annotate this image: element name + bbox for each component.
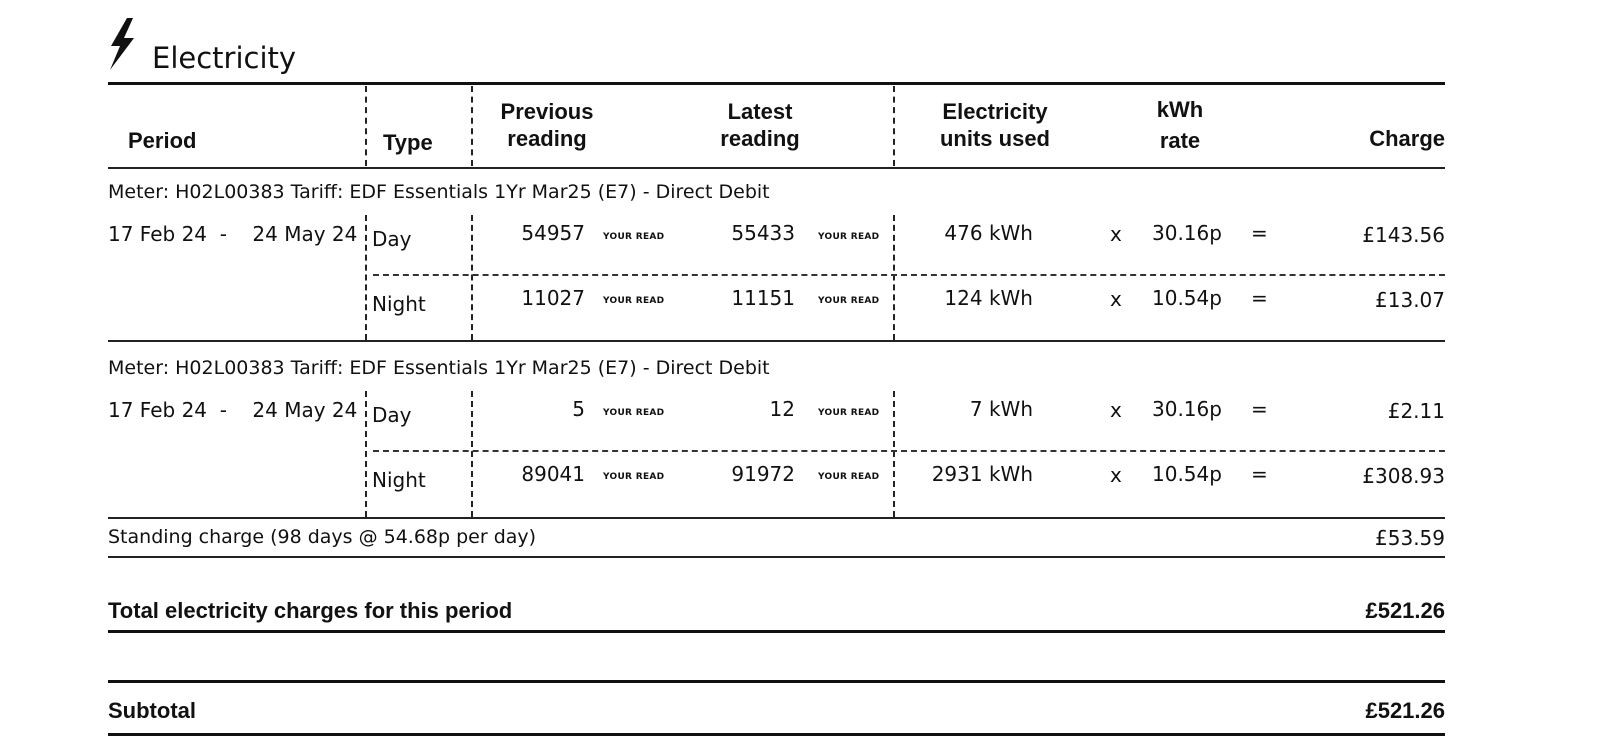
- latest-reading-tag: YOUR READ: [818, 296, 880, 306]
- subtotal-value: £521.26: [1365, 698, 1445, 723]
- header-period: Period: [128, 128, 197, 153]
- kwh-rate: 10.54p: [1152, 286, 1222, 310]
- previous-reading: 11027: [521, 286, 585, 310]
- header-type: Type: [383, 130, 433, 155]
- previous-reading-tag: YOUR READ: [603, 472, 665, 482]
- total-rule: [108, 630, 1445, 633]
- latest-reading: 11151: [731, 286, 795, 310]
- row-divider: [373, 450, 1445, 452]
- meter-rule: [108, 340, 1445, 342]
- latest-reading: 55433: [731, 221, 795, 245]
- header-divider: [893, 86, 895, 166]
- reading-divider: [471, 391, 473, 517]
- latest-reading: 12: [769, 397, 795, 421]
- header-charge: Charge: [1369, 126, 1445, 151]
- row-charge: £143.56: [1362, 223, 1445, 247]
- subtotal-label: Subtotal: [108, 698, 196, 723]
- meter-rule: [108, 517, 1445, 519]
- equals-sign: =: [1251, 286, 1268, 310]
- latest-reading: 91972: [731, 462, 795, 486]
- multiply-sign: x: [1110, 287, 1122, 311]
- meter-label: Meter: H02L00383 Tariff: EDF Essentials 1Yr Mar25 (E7) - Direct Debit: [108, 357, 770, 379]
- subtotal-bottom-rule: [108, 733, 1445, 736]
- type-divider: [365, 215, 367, 340]
- previous-reading: 5: [572, 397, 585, 421]
- row-charge: £13.07: [1375, 288, 1445, 312]
- subtotal-top-rule: [108, 680, 1445, 683]
- header-divider: [471, 86, 473, 166]
- meter-label: Meter: H02L00383 Tariff: EDF Essentials 1Yr Mar25 (E7) - Direct Debit: [108, 181, 770, 203]
- previous-reading: 89041: [521, 462, 585, 486]
- row-type: Night: [372, 468, 426, 492]
- row-type: Day: [372, 403, 412, 427]
- row-type: Day: [372, 227, 412, 251]
- row-divider: [373, 274, 1445, 276]
- units-used: 2931 kWh: [931, 462, 1033, 486]
- header-kwh-rate: kWh rate: [1156, 97, 1204, 153]
- meter-period: 17 Feb 24 - 24 May 24: [108, 398, 358, 422]
- equals-sign: =: [1251, 462, 1268, 486]
- equals-sign: =: [1251, 397, 1268, 421]
- header-divider: [365, 86, 367, 166]
- kwh-rate: 30.16p: [1152, 221, 1222, 245]
- kwh-rate: 30.16p: [1152, 397, 1222, 421]
- header-latest-reading: Latest reading: [720, 99, 800, 151]
- previous-reading-tag: YOUR READ: [603, 408, 665, 418]
- type-divider: [365, 391, 367, 517]
- row-type: Night: [372, 292, 426, 316]
- previous-reading-tag: YOUR READ: [603, 296, 665, 306]
- standing-charge-label: Standing charge (98 days @ 54.68p per day): [108, 526, 537, 548]
- previous-reading-tag: YOUR READ: [603, 232, 665, 242]
- equals-sign: =: [1251, 221, 1268, 245]
- section-title: Electricity: [152, 41, 297, 75]
- reading-divider: [471, 215, 473, 340]
- meter-period: 17 Feb 24 - 24 May 24: [108, 222, 358, 246]
- multiply-sign: x: [1110, 398, 1122, 422]
- latest-reading-tag: YOUR READ: [818, 232, 880, 242]
- units-used: 476 kWh: [944, 221, 1033, 245]
- standing-charge-value: £53.59: [1375, 526, 1445, 550]
- title-rule: [108, 82, 1445, 85]
- multiply-sign: x: [1110, 463, 1122, 487]
- lightning-bolt-icon: [108, 18, 136, 70]
- header-units-used: Electricity units used: [939, 99, 1050, 151]
- latest-reading-tag: YOUR READ: [818, 408, 880, 418]
- row-charge: £2.11: [1387, 399, 1445, 423]
- units-used: 7 kWh: [969, 397, 1033, 421]
- latest-reading-tag: YOUR READ: [818, 472, 880, 482]
- standing-charge-rule: [108, 556, 1445, 558]
- kwh-rate: 10.54p: [1152, 462, 1222, 486]
- header-rule: [108, 167, 1445, 169]
- previous-reading: 54957: [521, 221, 585, 245]
- row-charge: £308.93: [1362, 464, 1445, 488]
- total-value: £521.26: [1365, 598, 1445, 623]
- multiply-sign: x: [1110, 222, 1122, 246]
- header-previous-reading: Previous reading: [500, 99, 594, 151]
- units-used: 124 kWh: [944, 286, 1033, 310]
- total-label: Total electricity charges for this period: [108, 598, 513, 623]
